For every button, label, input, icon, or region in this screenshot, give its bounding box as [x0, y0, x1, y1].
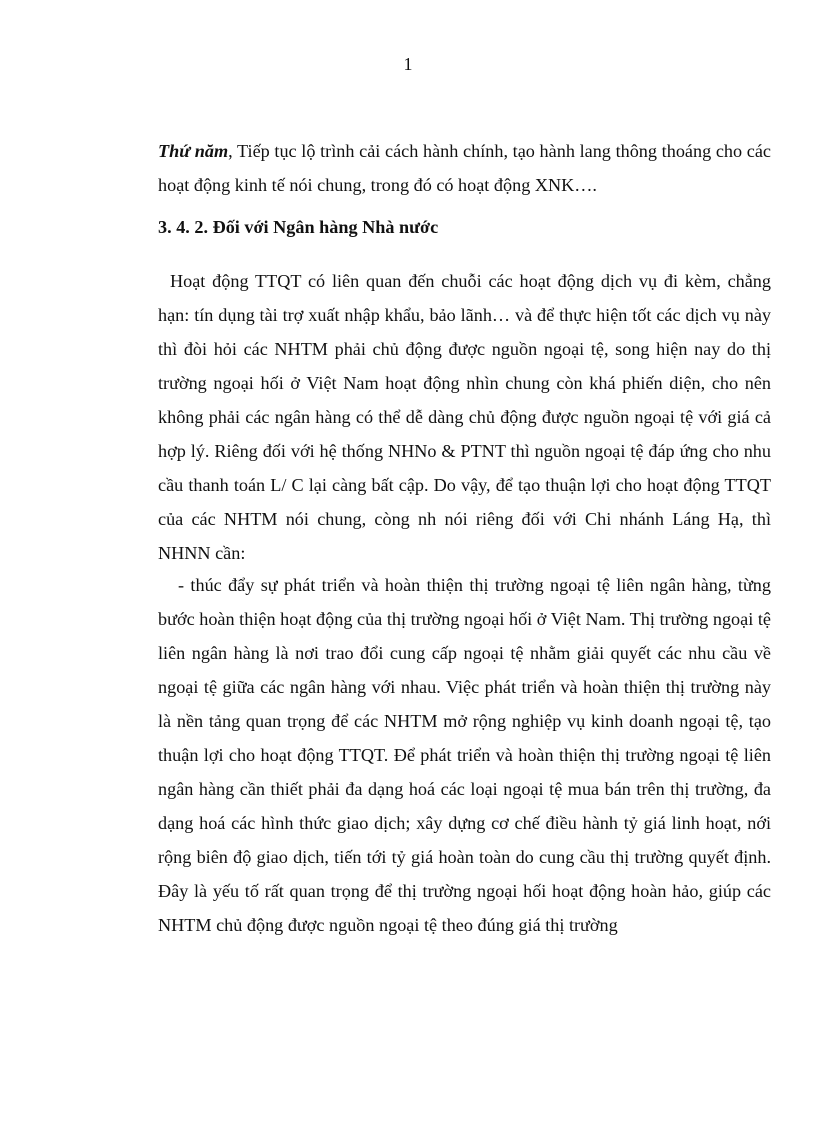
page-number: 1	[403, 54, 413, 74]
paragraph-thu-nam	[158, 134, 771, 202]
paragraph-bullet-market: - thúc đẩy sự phát triển và hoàn thiện thị trường ngoại tệ liên ngân hàng, từng bước hoàn thiện hoạt động của thị trường ngoại hối ở Việt Nam. Thị trường ngoại tệ liên ngân hàng là nơi trao đổi cung cấp ngoại tệ nhằm giải quyết các nhu cầu về ngoại tệ giữa các ngân hàng với nhau. Việc phát triển và hoàn thiện thị trường này là nền tảng quan trọng để các NHTM mở rộng nghiệp vụ kinh doanh ngoại tệ, tạo thuận lợi cho hoạt động TTQT. Để phát triển và hoàn thiện thị trường ngoại tệ liên ngân hàng cần thiết phải đa dạng hoá các loại ngoại tệ mua bán trên thị trường, đa dạng hoá các hình thức giao dịch; xây dựng cơ chế điều hành tỷ giá linh hoạt, nới rộng biên độ giao dịch, tiến tới tỷ giá hoàn toàn do cung cầu thị trường quyết định. Đây là yếu tố rất quan trọng để thị trường ngoại hối hoạt động hoàn hảo, giúp các NHTM chủ động được nguồn ngoại tệ theo đúng giá thị trường	[158, 575, 771, 935]
paragraph-container	[158, 568, 771, 942]
section-heading: 3. 4. 2. Đối với Ngân hàng Nhà nước	[158, 217, 439, 237]
paragraph-body: , Tiếp tục lộ trình cải cách hành chính, tạo hành lang thông thoáng cho các hoạt động kinh tế nói chung, trong đó có hoạt động XNK….	[158, 141, 771, 195]
paragraph-ttqt: Hoạt động TTQT có liên quan đến chuỗi các hoạt động dịch vụ đi kèm, chẳng hạn: tín dụng tài trợ xuất nhập khẩu, bảo lãnh… và để thực hiện tốt các dịch vụ này thì đòi hỏi các NHTM phải chủ động được nguồn ngoại tệ, song hiện nay do thị trường ngoại hối ở Việt Nam hoạt động nhìn chung còn khá phiến diện, cho nên không phải các ngân hàng có thể dễ dàng chủ động được nguồn ngoại tệ với giá cả hợp lý. Riêng đối với hệ thống NHNo & PTNT thì nguồn ngoại tệ đáp ứng cho nhu cầu thanh toán L/ C lại càng bất cập. Do vậy, để tạo thuận lợi cho hoạt động TTQT của các NHTM nói chung, còng nh nói riêng đối với Chi nhánh Láng Hạ, thì NHNN cần:	[158, 271, 771, 563]
paragraph-container	[158, 264, 771, 570]
paragraph-lead-in: Thứ năm	[158, 141, 229, 161]
